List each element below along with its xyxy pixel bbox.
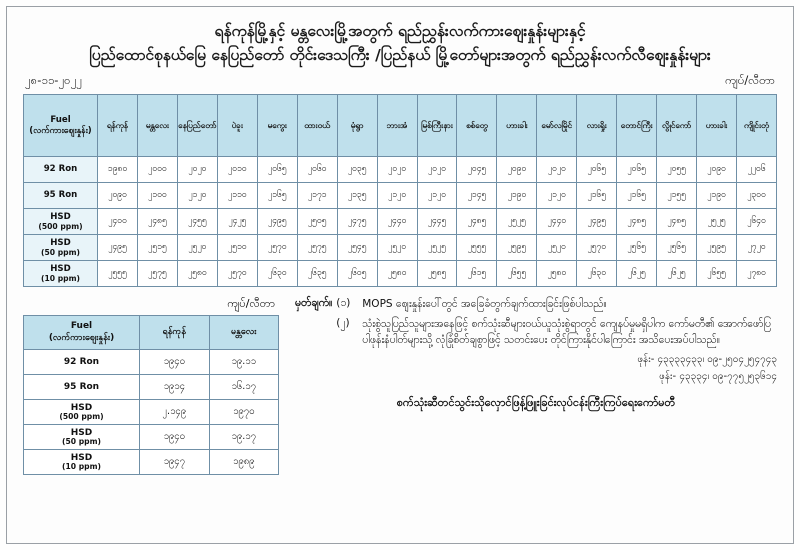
notes-section (289, 297, 777, 475)
main-cell-0-15: ၂၀၉၀ (697, 157, 737, 183)
small-header-fuel-line1: Fuel (70, 320, 93, 331)
table-row (24, 261, 777, 287)
note-item-1 (295, 297, 777, 313)
main-cell-1-5: ၂၁၇၁ (297, 183, 337, 209)
main-cell-1-1: ၂၁၀၀ (137, 183, 177, 209)
small-header-col-0: ရန်ကုန် (140, 316, 210, 350)
main-header-col-16: ကျိုင်းတုံ (737, 95, 777, 157)
main-row-sub-4: (10 ppm) (41, 274, 80, 284)
main-row-label-text-1: 95 Ron (43, 190, 78, 201)
main-row-label-0 (24, 157, 98, 183)
main-cell-1-7: ၂၁၂၀ (377, 183, 417, 209)
small-row-sub-4: (10 ppm) (62, 461, 101, 471)
main-cell-4-9: ၂၆၁၅ (457, 261, 497, 287)
main-header-fuel (24, 95, 98, 157)
table-row (24, 235, 777, 261)
main-header-col-15: ဟားခါး (697, 95, 737, 157)
main-price-table-wrap (19, 94, 781, 287)
main-row-label-text-4: HSD (50, 263, 71, 274)
note-text-2: သုံးစွဲသူပြည်သူများအနေဖြင့် စက်သုံးဆီများဝယ်ယူသုံးစွဲရာတွင် ကျေနပ်မှုမရှိပါက ကော်မတီ၏ အောက်ဖော်ပြပါဖုန်းနံပါတ်များသို့ လုံခြုံစိတ်ချစွာဖြင့် သတင်းပေး တိုင်ကြားနိုင်ပါကြောင်း အသိပေးအပ်ပါသည်။ (362, 317, 772, 346)
small-row-label-1 (24, 375, 140, 400)
main-cell-4-1: ၂၅၇၅ (137, 261, 177, 287)
main-cell-0-0: ၁၉၈၀ (98, 157, 138, 183)
main-header-col-9: စစ်တွေ (457, 95, 497, 157)
main-row-label-2 (24, 209, 98, 235)
main-cell-0-11: ၂၀၂၀ (537, 157, 577, 183)
main-cell-0-2: ၂၀၂၀ (177, 157, 217, 183)
small-price-table (23, 315, 279, 475)
unit-label-lower: ကျပ်/လီတာ (227, 297, 275, 311)
main-cell-2-9: ၂၄၈၅ (457, 209, 497, 235)
main-cell-3-8: ၂၅၂၅ (417, 235, 457, 261)
main-cell-3-7: ၂၅၂၀ (377, 235, 417, 261)
phone-line-2: ဖုန်း- ၄၃၃၃၄၊ ၀၉-၇၇၅၂၅၃၆၁၄ (659, 371, 777, 383)
small-header-col-1: မန္တလေး (209, 316, 279, 350)
main-header-col-7: ဘားအံ (377, 95, 417, 157)
main-row-sub-2: (500 ppm) (38, 222, 83, 232)
small-cell-2-1: ၁၉၇၀ (209, 400, 279, 425)
main-header-col-0: ရန်ကုန် (98, 95, 138, 157)
main-cell-0-3: ၂၀၁၀ (217, 157, 257, 183)
main-cell-2-10: ၂၅၂၅ (497, 209, 537, 235)
table-row (24, 425, 279, 450)
small-row-label-text-3: HSD (70, 427, 93, 438)
main-cell-0-5: ၂၀၆၀ (297, 157, 337, 183)
main-cell-4-11: ၂၅၈၀ (537, 261, 577, 287)
small-cell-3-1: ၁၉.၁၇ (209, 425, 279, 450)
table-row (24, 183, 777, 209)
main-cell-1-9: ၂၁၄၅ (457, 183, 497, 209)
main-price-table (23, 94, 777, 287)
main-header-row (24, 95, 777, 157)
main-cell-1-4: ၂၁၆၅ (257, 183, 297, 209)
main-header-col-2: နေပြည်တော် (177, 95, 217, 157)
document-frame (6, 6, 794, 544)
main-cell-1-2: ၂၁၂၀ (177, 183, 217, 209)
small-row-label-3 (24, 425, 140, 450)
main-cell-1-0: ၂၀၉၀ (98, 183, 138, 209)
main-cell-2-11: ၂၄၄၀ (537, 209, 577, 235)
main-header-col-5: ထားဝယ် (297, 95, 337, 157)
main-cell-0-16: ၂၂၀၆ (737, 157, 777, 183)
small-row-sub-2: (500 ppm) (59, 411, 104, 421)
main-cell-2-12: ၂၄၉၅ (577, 209, 617, 235)
main-row-label-text-0: 92 Ron (43, 164, 78, 175)
main-cell-3-13: ၂၅၆၅ (617, 235, 657, 261)
main-cell-4-0: ၂၅၅၅ (98, 261, 138, 287)
main-row-label-text-2: HSD (50, 211, 71, 222)
small-table-section (23, 297, 279, 475)
main-cell-3-4: ၂၅၇၀ (257, 235, 297, 261)
small-cell-0-0: ၁၉၄၀ (140, 350, 210, 375)
main-cell-2-15: ၂၅၂၅ (697, 209, 737, 235)
main-table-head (24, 95, 777, 157)
main-cell-1-12: ၂၁၆၅ (577, 183, 617, 209)
small-row-label-0 (24, 350, 140, 375)
main-cell-1-15: ၂၁၉၀ (697, 183, 737, 209)
main-header-fuel-line2: (လက်ကားဈေးနှုန်း) (29, 125, 92, 136)
title-line-1: ရန်ကုန်မြို့နှင့် မန္တလေးမြို့အတွက် ရည်ညွှန်းလက်ကားဈေးနှုန်းများနှင့် (214, 22, 586, 40)
small-row-label-text-2: HSD (70, 402, 93, 413)
main-cell-4-6: ၂၆၀၅ (337, 261, 377, 287)
small-header-fuel-line2: (လက်ကားဈေးနှုန်း) (48, 332, 115, 343)
date-unit-row (19, 73, 781, 90)
main-cell-4-10: ၂၆၅၅ (497, 261, 537, 287)
main-cell-4-15: ၂၆၅၅ (697, 261, 737, 287)
main-cell-3-11: ၂၅၂၀ (537, 235, 577, 261)
main-cell-2-1: ၂၄၈၅ (137, 209, 177, 235)
footer-organization: စက်သုံးဆီတင်သွင်းသိုလှောင်ဖြန့်ဖြူးခြင်းလုပ်ငန်းကြီးကြပ်ရေးကော်မတီ (396, 396, 676, 410)
phone-line-1: ဖုန်း- ၄၃၃၃၃၄၃၃၊ ၀၉-၂၅၀၄၂၅၄၇၄၃ (637, 354, 777, 366)
note-item-2 (295, 317, 777, 349)
main-cell-2-13: ၂၄၈၅ (617, 209, 657, 235)
page-title (19, 19, 781, 67)
notes-heading: မှတ်ချက်။ (295, 297, 333, 310)
main-cell-3-14: ၂၅၆၅ (657, 235, 697, 261)
main-cell-3-2: ၂၅၂၀ (177, 235, 217, 261)
main-row-label-3 (24, 235, 98, 261)
main-cell-3-10: ၂၅၉၅ (497, 235, 537, 261)
note-number-1: (၁) (336, 297, 351, 310)
main-cell-0-1: ၂၀၀၀ (137, 157, 177, 183)
main-cell-2-8: ၂၄၄၅ (417, 209, 457, 235)
small-table-head (24, 316, 279, 350)
main-cell-4-7: ၂၅၈၀ (377, 261, 417, 287)
main-cell-2-16: ၂၆၄၀ (737, 209, 777, 235)
main-header-col-11: မော်လမြိုင် (537, 95, 577, 157)
main-cell-4-5: ၂၆၃၅ (297, 261, 337, 287)
small-cell-3-0: ၁၉၄၀ (140, 425, 210, 450)
main-cell-1-11: ၂၁၂၀ (537, 183, 577, 209)
main-cell-3-3: ၂၅၁၀ (217, 235, 257, 261)
main-cell-3-1: ၂၅၁၅ (137, 235, 177, 261)
main-header-col-10: ဟားခါး (497, 95, 537, 157)
main-header-fuel-line1: Fuel (50, 114, 71, 125)
main-cell-1-13: ၂၁၆၅ (617, 183, 657, 209)
small-row-label-2 (24, 400, 140, 425)
main-header-col-13: တောင်ကြီး (617, 95, 657, 157)
main-cell-3-12: ၂၅၇၀ (577, 235, 617, 261)
main-cell-0-13: ၂၀၆၅ (617, 157, 657, 183)
table-row (24, 209, 777, 235)
main-header-col-1: မန္တလေး (137, 95, 177, 157)
main-header-col-14: လွိုင်ကော် (657, 95, 697, 157)
main-table-body (24, 157, 777, 287)
table-row (24, 375, 279, 400)
table-row (24, 157, 777, 183)
small-cell-4-1: ၁၉၈၉ (209, 450, 279, 475)
main-header-col-6: မုံရွာ (337, 95, 377, 157)
small-table-body (24, 350, 279, 475)
small-header-row (24, 316, 279, 350)
main-cell-1-3: ၂၁၁၀ (217, 183, 257, 209)
main-cell-2-14: ၂၄၈၅ (657, 209, 697, 235)
main-cell-3-6: ၂၅၄၅ (337, 235, 377, 261)
main-cell-0-4: ၂၀၆၅ (257, 157, 297, 183)
main-cell-1-14: ၂၁၅၅ (657, 183, 697, 209)
main-cell-4-14: ၂၆၂၅ (657, 261, 697, 287)
main-cell-4-3: ၂၅၇၀ (217, 261, 257, 287)
small-header-fuel (24, 316, 140, 350)
main-row-label-1 (24, 183, 98, 209)
main-cell-0-8: ၂၀၂၀ (417, 157, 457, 183)
unit-label-top: ကျပ်/လီတာ (725, 73, 775, 88)
small-row-label-text-0: 92 Ron (63, 356, 100, 367)
main-cell-4-2: ၂၅၈၀ (177, 261, 217, 287)
main-cell-2-0: ၂၄၀၀ (98, 209, 138, 235)
main-cell-0-14: ၂၀၅၅ (657, 157, 697, 183)
table-row (24, 350, 279, 375)
main-cell-1-6: ၂၁၃၅ (337, 183, 377, 209)
main-row-sub-3: (50 ppm) (41, 248, 80, 258)
main-cell-1-10: ၂၁၉၀ (497, 183, 537, 209)
publish-date: ၂၈-၁၁-၂၀၂၂ (25, 73, 82, 88)
main-cell-0-10: ၂၀၉၀ (497, 157, 537, 183)
small-row-label-text-1: 95 Ron (63, 381, 100, 392)
main-cell-4-16: ၂၇၈၀ (737, 261, 777, 287)
main-cell-2-2: ၂၄၅၅ (177, 209, 217, 235)
main-cell-3-16: ၂၇၂၀ (737, 235, 777, 261)
small-cell-0-1: ၁၉.၁၁ (209, 350, 279, 375)
title-line-2: ပြည်ထောင်စုနယ်မြေ နေပြည်တော် တိုင်းဒေသကြီး /ပြည်နယ် မြို့တော်များအတွက် ရည်ညွှန်းလက်လီဈေးနှုန်းများ (89, 46, 711, 65)
main-cell-4-8: ၂၅၈၅ (417, 261, 457, 287)
main-cell-0-7: ၂၀၂၀ (377, 157, 417, 183)
small-cell-1-0: ၁၉၁၄ (140, 375, 210, 400)
main-cell-3-0: ၂၄၉၅ (98, 235, 138, 261)
small-row-label-text-4: HSD (70, 452, 93, 463)
small-cell-2-0: ၂.၁၄၉ (140, 400, 210, 425)
small-cell-4-0: ၁၉၄၇ (140, 450, 210, 475)
main-cell-3-9: ၂၅၅၅ (457, 235, 497, 261)
main-cell-3-15: ၂၅၉၅ (697, 235, 737, 261)
main-cell-4-4: ၂၆၃၀ (257, 261, 297, 287)
small-row-sub-3: (50 ppm) (62, 436, 101, 446)
lower-section (19, 297, 781, 475)
main-cell-0-9: ၂၀၄၅ (457, 157, 497, 183)
table-row (24, 400, 279, 425)
main-row-label-text-3: HSD (50, 237, 71, 248)
table-row (24, 450, 279, 475)
main-cell-2-5: ၂၅၀၅ (297, 209, 337, 235)
main-cell-4-13: ၂၆၂၅ (617, 261, 657, 287)
main-cell-2-3: ၂၄၂၅ (217, 209, 257, 235)
main-cell-2-7: ၂၄၄၀ (377, 209, 417, 235)
main-cell-2-4: ၂၄၉၅ (257, 209, 297, 235)
main-cell-4-12: ၂၆၃၀ (577, 261, 617, 287)
main-cell-2-6: ၂၄၇၅ (337, 209, 377, 235)
note-text-1: MOPS ဈေးနှုန်းပေါ်တွင် အခြေခံတွက်ချက်ထားခြင်းဖြစ်ပါသည်။ (362, 298, 607, 311)
main-header-col-3: ပဲခူး (217, 95, 257, 157)
small-cell-1-1: ၁၆.၁၇ (209, 375, 279, 400)
main-header-col-12: လားရှိုး (577, 95, 617, 157)
main-cell-1-8: ၂၁၂၀ (417, 183, 457, 209)
main-cell-3-5: ၂၅၇၅ (297, 235, 337, 261)
main-header-col-8: မြစ်ကြီးနား (417, 95, 457, 157)
main-cell-0-12: ၂၀၆၅ (577, 157, 617, 183)
main-cell-0-6: ၂၀၃၅ (337, 157, 377, 183)
small-row-label-4 (24, 450, 140, 475)
main-row-label-4 (24, 261, 98, 287)
note-number-2: (၂) (336, 316, 350, 329)
main-cell-1-16: ၂၃၀၀ (737, 183, 777, 209)
main-header-col-4: မကွေး (257, 95, 297, 157)
